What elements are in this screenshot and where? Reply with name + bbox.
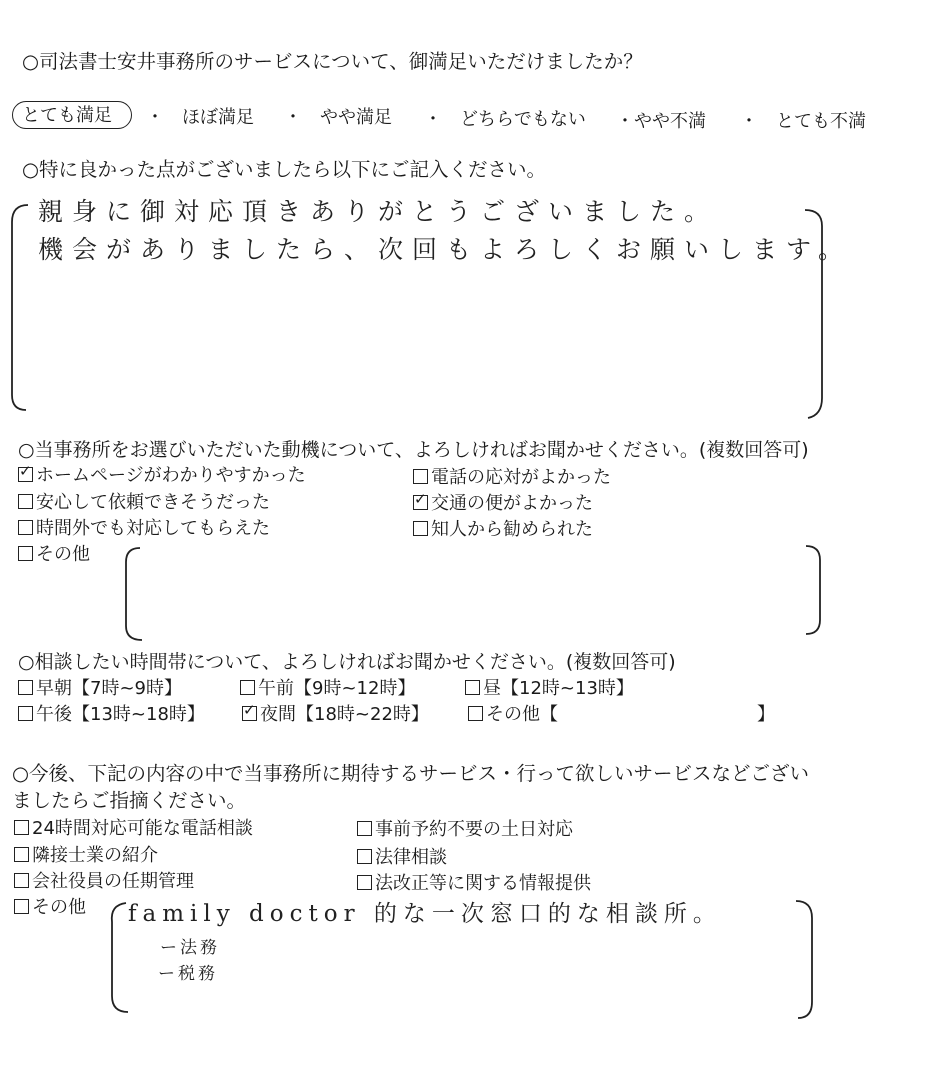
q1-question: ○司法書士安井事務所のサービスについて、御満足いただけましたか？ (22, 50, 643, 73)
service-other-label: その他 (32, 897, 86, 918)
motive-after-hours-label: 時間外でも対応してもらえた (36, 518, 270, 539)
q2-answer-line-2[interactable]: 機会がありましたら、次回もよろしくお願いします。 (38, 235, 853, 264)
motive-homepage-label: ホームページがわかりやすかった (36, 465, 306, 486)
q1-option-1[interactable]: とても満足 (22, 105, 112, 126)
time-early-morning-label: 早朝【7時~9時】 (36, 678, 182, 699)
motive-other-label: その他 (36, 544, 90, 565)
motive-referral-label: 知人から勧められた (431, 519, 593, 540)
q5-answer-line-1[interactable]: family doctor 的な一次窓口的な相談所。 (128, 901, 722, 927)
q5-answer-line-3: ー税務 (158, 964, 218, 984)
q1-option-4[interactable]: どちらでもない (460, 109, 586, 130)
time-noon-label: 昼【12時~13時】 (483, 678, 634, 699)
time-other-close-bracket: 】 (757, 704, 775, 725)
q5-question-line-1: ○今後、下記の内容の中で当事務所に期待するサービス・行って欲しいサービスなどござい (12, 762, 810, 785)
q5-answer-line-2: ー法務 (160, 938, 220, 958)
service-legal-label: 法律相談 (375, 847, 447, 868)
service-referral-label: 隣接士業の紹介 (32, 845, 158, 866)
service-law-info-label: 法改正等に関する情報提供 (375, 873, 591, 894)
q1-option-6[interactable]: とても不満 (776, 111, 866, 132)
time-evening-label: 夜間【18時~22時】 (260, 704, 429, 725)
q1-option-3[interactable]: やや満足 (320, 107, 392, 128)
motive-access-label: 交通の便がよかった (431, 493, 593, 514)
time-morning-label: 午前【9時~12時】 (258, 678, 416, 699)
q5-question-line-2: ましたらご指摘ください。 (12, 789, 247, 812)
time-other-label: その他【 (486, 704, 558, 725)
q2-answer-line-1[interactable]: 親身に御対応頂きありがとうございました。 (38, 197, 719, 226)
q3-question: ○当事務所をお選びいただいた動機について、よろしければお聞かせください。(複数回答可) (18, 439, 809, 461)
service-officer-term-label: 会社役員の任期管理 (32, 871, 194, 892)
q4-question: ○相談したい時間帯について、よろしければお聞かせください。(複数回答可) (18, 651, 676, 673)
q2-question: ○特に良かった点がございましたら以下にご記入ください。 (22, 158, 547, 181)
q1-separator: ・ (146, 107, 164, 128)
service-weekend-label: 事前予約不要の土日対応 (375, 819, 573, 840)
q1-option-5[interactable]: ・やや不満 (616, 111, 706, 132)
motive-trust-label: 安心して依頼できそうだった (36, 492, 270, 513)
time-afternoon-label: 午後【13時~18時】 (36, 704, 205, 725)
q1-separator: ・ (284, 107, 302, 128)
motive-phone-label: 電話の応対がよかった (431, 467, 611, 488)
q1-separator: ・ (424, 109, 442, 130)
q1-option-2[interactable]: ほぼ満足 (182, 107, 254, 128)
q1-separator: ・ (740, 111, 758, 132)
service-24h-phone-label: 24時間対応可能な電話相談 (32, 818, 253, 839)
